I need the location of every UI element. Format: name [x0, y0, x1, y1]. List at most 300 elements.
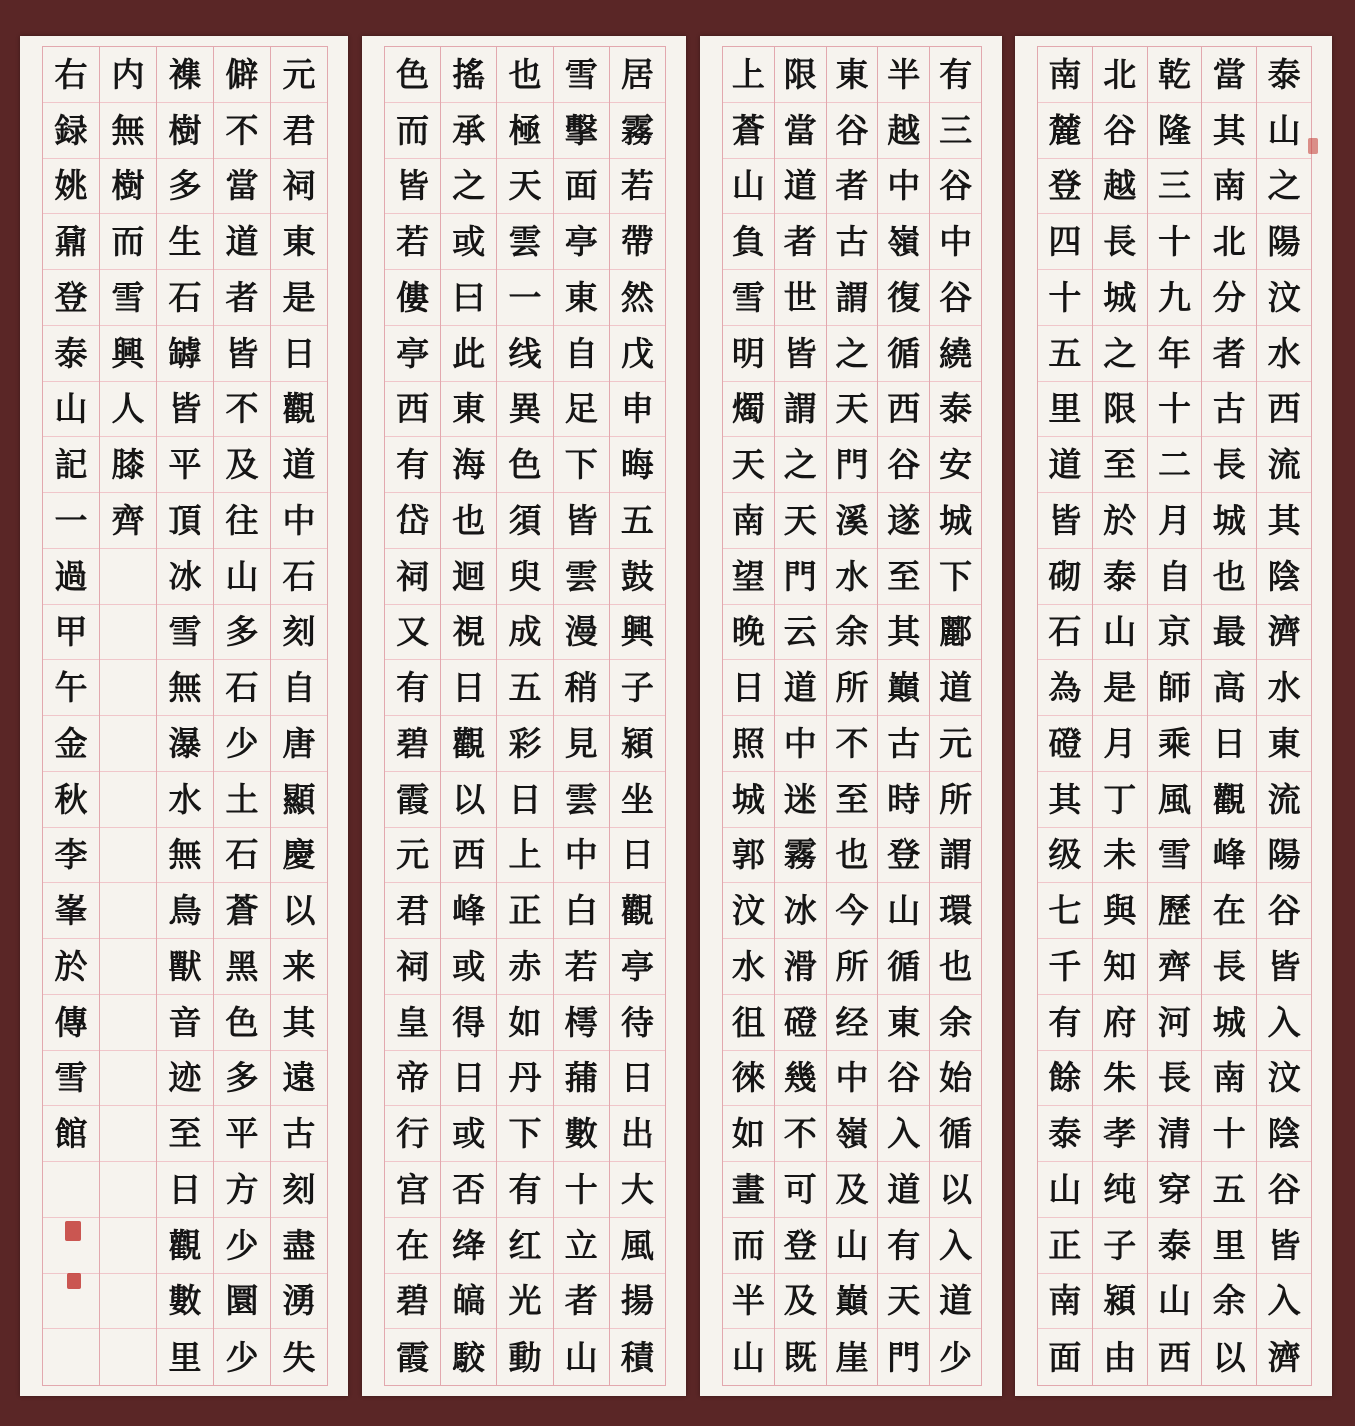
character-cell: 由	[1103, 1337, 1137, 1377]
character-cell: 彩	[497, 716, 552, 772]
character-cell: 日	[441, 660, 496, 716]
character-cell: 風	[610, 1218, 665, 1274]
character-cell: 霧	[610, 103, 665, 159]
character-cell: 漫	[554, 605, 609, 661]
character-cell: 峰	[441, 883, 496, 939]
character-cell: 擊	[554, 103, 609, 159]
character-cell: 日	[610, 828, 665, 884]
character-cell: 遠	[271, 1051, 327, 1107]
character-cell: 不	[214, 382, 270, 438]
character-cell: 興	[100, 326, 156, 382]
character-cell: 僻	[214, 47, 270, 103]
character-cell: 面	[554, 159, 609, 215]
character-cell: 金	[43, 716, 99, 772]
character-cell: 南	[1038, 1274, 1092, 1330]
character-cell: 下	[554, 437, 609, 493]
text-column	[609, 47, 665, 1385]
character-cell: 濟	[1267, 1337, 1301, 1377]
character-cell: 嶺	[878, 214, 929, 270]
character-cell: 道	[930, 1274, 981, 1330]
character-cell: 光	[497, 1274, 552, 1330]
character-cell: 襍	[157, 47, 213, 103]
character-cell: 幾	[775, 1051, 826, 1107]
character-cell: 溪	[827, 493, 878, 549]
character-cell: 嶺	[827, 1106, 878, 1162]
character-cell: 在	[385, 1218, 440, 1274]
character-cell: 清	[1148, 1106, 1202, 1162]
character-cell: 孝	[1093, 1106, 1147, 1162]
character-cell	[100, 939, 156, 995]
character-cell: 之	[775, 437, 826, 493]
character-cell: 雪	[157, 605, 213, 661]
character-cell: 盡	[271, 1218, 327, 1274]
character-cell: 陰	[1257, 549, 1311, 605]
character-cell: 湧	[271, 1274, 327, 1330]
character-cell: 大	[610, 1162, 665, 1218]
character-cell: 觀	[1202, 772, 1256, 828]
character-cell: 半	[878, 47, 929, 103]
character-cell: 五	[1202, 1162, 1256, 1218]
character-cell: 日	[441, 1051, 496, 1107]
character-cell: 以	[1212, 1337, 1246, 1377]
character-cell: 及	[214, 437, 270, 493]
character-cell: 無	[157, 828, 213, 884]
text-column	[877, 47, 929, 1385]
character-cell: 在	[1202, 883, 1256, 939]
text-column	[1092, 47, 1147, 1385]
character-cell: 齊	[1148, 939, 1202, 995]
character-cell: 崖	[835, 1337, 869, 1377]
character-cell: 山	[827, 1218, 878, 1274]
character-cell	[43, 1162, 99, 1218]
character-cell: 獸	[157, 939, 213, 995]
character-cell: 其	[1202, 103, 1256, 159]
character-cell: 海	[441, 437, 496, 493]
character-cell: 雲	[554, 772, 609, 828]
character-cell: 泰	[930, 382, 981, 438]
scroll-panel-3	[362, 36, 686, 1396]
character-cell: 以	[441, 772, 496, 828]
character-cell: 水	[723, 939, 774, 995]
character-cell: 平	[157, 437, 213, 493]
character-cell: 西	[878, 382, 929, 438]
character-cell: 陽	[1257, 828, 1311, 884]
character-cell: 觀	[610, 883, 665, 939]
character-cell: 日	[157, 1162, 213, 1218]
character-cell: 南	[1202, 159, 1256, 215]
character-cell: 五	[610, 493, 665, 549]
character-cell: 或	[441, 1106, 496, 1162]
character-cell: 云	[775, 605, 826, 661]
character-cell: 樗	[554, 995, 609, 1051]
character-cell: 申	[610, 382, 665, 438]
character-cell: 祠	[271, 159, 327, 215]
character-cell: 石	[157, 270, 213, 326]
character-cell: 碧	[385, 716, 440, 772]
character-cell: 無	[100, 103, 156, 159]
character-cell: 山	[1093, 605, 1147, 661]
character-cell: 自	[1148, 549, 1202, 605]
character-cell: 三	[1148, 159, 1202, 215]
character-cell: 濟	[1257, 605, 1311, 661]
character-cell	[100, 1162, 156, 1218]
character-cell: 山	[878, 883, 929, 939]
character-cell	[100, 1106, 156, 1162]
character-cell: 帝	[385, 1051, 440, 1107]
character-cell: 霧	[775, 828, 826, 884]
character-cell: 待	[610, 995, 665, 1051]
character-cell: 日	[723, 660, 774, 716]
character-cell: 之	[1257, 159, 1311, 215]
character-cell: 時	[878, 772, 929, 828]
character-cell: 瀑	[157, 716, 213, 772]
character-cell: 謂	[775, 382, 826, 438]
character-cell: 城	[723, 772, 774, 828]
character-cell: 皆	[1038, 493, 1092, 549]
character-cell: 祠	[385, 549, 440, 605]
character-cell: 道	[775, 660, 826, 716]
character-cell: 道	[930, 660, 981, 716]
character-cell: 半	[723, 1274, 774, 1330]
character-cell: 皆	[775, 326, 826, 382]
character-cell: 登	[1038, 159, 1092, 215]
character-cell: 中	[554, 828, 609, 884]
character-cell: 望	[723, 549, 774, 605]
character-cell: 日	[271, 326, 327, 382]
character-cell: 至	[1093, 437, 1147, 493]
character-cell: 既	[783, 1337, 817, 1377]
character-cell: 水	[1257, 660, 1311, 716]
character-cell: 石	[1038, 605, 1092, 661]
character-cell: 若	[554, 939, 609, 995]
character-cell	[43, 1329, 99, 1385]
character-cell: 道	[1038, 437, 1092, 493]
character-cell: 城	[1202, 493, 1256, 549]
character-cell: 也	[1202, 549, 1256, 605]
character-cell: 入	[878, 1106, 929, 1162]
character-cell: 所	[827, 660, 878, 716]
character-cell: 君	[271, 103, 327, 159]
character-cell: 道	[271, 437, 327, 493]
character-cell: 是	[271, 270, 327, 326]
character-cell: 頂	[157, 493, 213, 549]
character-cell: 谷	[827, 103, 878, 159]
character-cell: 朱	[1093, 1051, 1147, 1107]
character-cell: 方	[214, 1162, 270, 1218]
character-cell: 隆	[1148, 103, 1202, 159]
character-cell: 古	[878, 716, 929, 772]
character-cell: 河	[1148, 995, 1202, 1051]
character-cell: 或	[441, 214, 496, 270]
character-cell: 及	[827, 1162, 878, 1218]
scroll-panel-4	[20, 36, 348, 1396]
character-cell: 師	[1148, 660, 1202, 716]
text-column	[43, 47, 99, 1385]
character-cell: 汶	[1257, 1051, 1311, 1107]
character-cell: 而	[385, 103, 440, 159]
character-cell: 十	[1148, 382, 1202, 438]
character-cell: 世	[775, 270, 826, 326]
character-cell: 亭	[610, 939, 665, 995]
character-cell: 積	[620, 1337, 654, 1377]
character-cell: 鼐	[43, 214, 99, 270]
character-cell: 樹	[100, 159, 156, 215]
character-cell: 正	[1038, 1218, 1092, 1274]
character-cell: 京	[1148, 605, 1202, 661]
character-cell: 天	[723, 437, 774, 493]
character-cell: 當	[775, 103, 826, 159]
character-cell: 石	[214, 660, 270, 716]
character-cell: 绛	[441, 1218, 496, 1274]
character-cell: 西	[1158, 1337, 1191, 1377]
character-cell: 北	[1202, 214, 1256, 270]
character-cell: 其	[271, 995, 327, 1051]
character-cell: 循	[930, 1106, 981, 1162]
character-cell: 古	[271, 1106, 327, 1162]
character-cell: 曰	[441, 270, 496, 326]
character-cell	[100, 995, 156, 1051]
character-cell: 泰	[1038, 1106, 1092, 1162]
character-cell: 元	[930, 716, 981, 772]
character-cell: 分	[1202, 270, 1256, 326]
character-cell: 皆	[1257, 939, 1311, 995]
character-cell: 若	[385, 214, 440, 270]
character-cell: 霞	[396, 1337, 430, 1377]
character-cell: 數	[554, 1106, 609, 1162]
character-cell: 須	[497, 493, 552, 549]
seal-stamp-1	[65, 1221, 81, 1241]
character-cell: 得	[441, 995, 496, 1051]
character-cell: 乘	[1148, 716, 1202, 772]
character-cell: 五	[1038, 326, 1092, 382]
character-cell: 數	[157, 1274, 213, 1330]
character-cell: 午	[43, 660, 99, 716]
character-cell: 千	[1038, 939, 1092, 995]
character-cell: 城	[1202, 995, 1256, 1051]
character-cell: 此	[441, 326, 496, 382]
character-cell: 所	[827, 939, 878, 995]
character-cell: 為	[1038, 660, 1092, 716]
character-cell: 限	[775, 47, 826, 103]
character-cell: 也	[441, 493, 496, 549]
character-cell: 岱	[385, 493, 440, 549]
character-cell: 鳥	[157, 883, 213, 939]
character-cell: 不	[775, 1106, 826, 1162]
character-cell: 至	[827, 772, 878, 828]
character-cell: 汶	[723, 883, 774, 939]
character-cell: 陰	[1257, 1106, 1311, 1162]
text-column	[723, 47, 774, 1385]
character-cell: 圜	[214, 1274, 270, 1330]
character-cell: 右	[43, 47, 99, 103]
character-cell: 始	[930, 1051, 981, 1107]
character-cell: 古	[1202, 382, 1256, 438]
character-cell: 峯	[43, 883, 99, 939]
character-cell: 其	[878, 605, 929, 661]
character-cell: 有	[385, 660, 440, 716]
seal-stamp-2	[67, 1273, 81, 1289]
text-column	[385, 47, 440, 1385]
character-cell: 多	[214, 605, 270, 661]
character-cell: 中	[271, 493, 327, 549]
character-cell: 中	[930, 214, 981, 270]
character-cell	[100, 772, 156, 828]
character-cell: 郭	[723, 828, 774, 884]
character-cell: 陽	[1257, 214, 1311, 270]
text-column	[929, 47, 981, 1385]
character-cell: 西	[385, 382, 440, 438]
character-cell: 負	[723, 214, 774, 270]
character-cell: 膝	[100, 437, 156, 493]
character-cell: 於	[43, 939, 99, 995]
character-cell: 山	[731, 1337, 765, 1377]
character-cell: 少	[214, 1218, 270, 1274]
character-cell	[100, 1051, 156, 1107]
seal-stamp-3	[1308, 138, 1318, 154]
character-cell: 齊	[100, 493, 156, 549]
character-cell: 門	[887, 1337, 921, 1377]
character-cell: 级	[1038, 828, 1092, 884]
character-cell: 當	[1202, 47, 1256, 103]
character-cell: 流	[1257, 437, 1311, 493]
character-cell: 也	[827, 828, 878, 884]
character-cell: 出	[610, 1106, 665, 1162]
character-cell: 者	[554, 1274, 609, 1330]
character-cell: 與	[1093, 883, 1147, 939]
character-cell: 視	[441, 605, 496, 661]
character-cell: 如	[723, 1106, 774, 1162]
character-cell: 十	[1202, 1106, 1256, 1162]
character-cell: 城	[930, 493, 981, 549]
character-cell: 異	[497, 382, 552, 438]
character-cell: 秋	[43, 772, 99, 828]
character-cell: 以	[271, 883, 327, 939]
grid-panel-3	[384, 46, 666, 1386]
character-cell: 記	[43, 437, 99, 493]
character-cell: 館	[43, 1106, 99, 1162]
character-cell: 祠	[385, 939, 440, 995]
character-cell: 子	[610, 660, 665, 716]
character-cell: 谷	[1093, 103, 1147, 159]
character-cell: 越	[1093, 159, 1147, 215]
character-cell: 下	[930, 549, 981, 605]
character-cell: 少	[939, 1337, 973, 1377]
character-cell: 山	[1038, 1162, 1092, 1218]
character-cell	[100, 605, 156, 661]
character-cell: 色	[214, 995, 270, 1051]
character-cell: 谷	[1257, 1162, 1311, 1218]
character-cell: 南	[1202, 1051, 1256, 1107]
character-cell: 所	[930, 772, 981, 828]
character-cell: 觀	[441, 716, 496, 772]
character-cell: 碧	[385, 1274, 440, 1330]
character-cell: 雪	[554, 47, 609, 103]
character-cell: 蒼	[214, 883, 270, 939]
character-cell: 慶	[271, 828, 327, 884]
text-column	[496, 47, 552, 1385]
character-cell: 入	[1257, 995, 1311, 1051]
character-cell: 帶	[610, 214, 665, 270]
character-cell: 而	[100, 214, 156, 270]
character-cell: 日	[610, 1051, 665, 1107]
character-cell: 又	[385, 605, 440, 661]
character-cell: 城	[1093, 270, 1147, 326]
character-cell: 谷	[1257, 883, 1311, 939]
text-column	[826, 47, 878, 1385]
character-cell: 府	[1093, 995, 1147, 1051]
character-cell: 峰	[1202, 828, 1256, 884]
character-cell: 登	[878, 828, 929, 884]
character-cell: 道	[878, 1162, 929, 1218]
character-cell: 迹	[157, 1051, 213, 1107]
character-cell: 門	[827, 437, 878, 493]
character-cell: 余	[930, 995, 981, 1051]
character-cell: 徠	[723, 1051, 774, 1107]
character-cell: 上	[497, 828, 552, 884]
character-cell: 三	[930, 103, 981, 159]
character-cell: 二	[1148, 437, 1202, 493]
character-cell: 红	[497, 1218, 552, 1274]
character-cell: 是	[1093, 660, 1147, 716]
character-cell: 谷	[878, 1051, 929, 1107]
character-cell: 姚	[43, 159, 99, 215]
character-cell: 日	[1202, 716, 1256, 772]
text-column	[774, 47, 826, 1385]
character-cell: 觀	[271, 382, 327, 438]
character-cell: 宫	[385, 1162, 440, 1218]
text-column	[156, 47, 213, 1385]
character-cell: 者	[214, 270, 270, 326]
character-cell: 皆	[1257, 1218, 1311, 1274]
character-cell: 皆	[157, 382, 213, 438]
character-cell: 至	[157, 1106, 213, 1162]
character-cell: 觀	[157, 1218, 213, 1274]
character-cell: 見	[554, 716, 609, 772]
character-cell: 鼓	[610, 549, 665, 605]
character-cell: 下	[497, 1106, 552, 1162]
character-cell: 巔	[878, 660, 929, 716]
character-cell: 傳	[43, 995, 99, 1051]
character-cell: 色	[497, 437, 552, 493]
character-cell: 面	[1048, 1337, 1082, 1377]
character-cell: 晦	[610, 437, 665, 493]
character-cell: 入	[1257, 1274, 1311, 1330]
character-cell: 人	[100, 382, 156, 438]
character-cell: 樹	[157, 103, 213, 159]
character-cell: 天	[878, 1274, 929, 1330]
character-cell: 戊	[610, 326, 665, 382]
character-cell: 山	[43, 382, 99, 438]
character-cell: 謂	[930, 828, 981, 884]
character-cell: 如	[497, 995, 552, 1051]
character-cell: 巔	[827, 1274, 878, 1330]
character-cell: 山	[214, 549, 270, 605]
character-cell: 雲	[554, 549, 609, 605]
character-cell: 者	[775, 214, 826, 270]
character-cell: 亭	[385, 326, 440, 382]
character-cell: 月	[1093, 716, 1147, 772]
character-cell: 動	[508, 1337, 542, 1377]
character-cell: 及	[775, 1274, 826, 1330]
character-cell: 者	[1202, 326, 1256, 382]
character-cell: 平	[214, 1106, 270, 1162]
character-cell: 高	[1202, 660, 1256, 716]
character-cell: 長	[1202, 437, 1256, 493]
character-cell	[100, 828, 156, 884]
character-cell: 砌	[1038, 549, 1092, 605]
text-column	[1038, 47, 1092, 1385]
character-cell: 者	[827, 159, 878, 215]
